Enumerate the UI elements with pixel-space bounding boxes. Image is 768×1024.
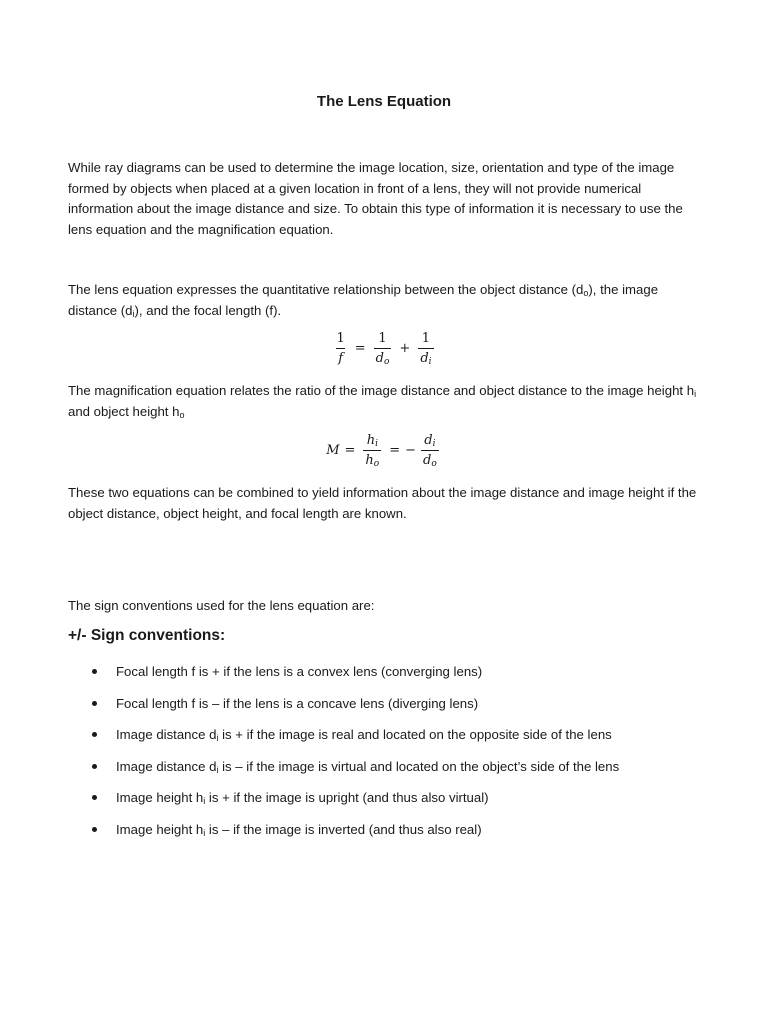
bullet-icon [92, 764, 97, 769]
list-item [92, 692, 619, 724]
magnification-intro-paragraph [68, 381, 708, 422]
bullet-icon [92, 669, 97, 674]
list-item [92, 660, 619, 692]
numerator [422, 432, 437, 450]
text-run: The magnification equation relates the ratio of the image distance and object distance to the image height h [68, 383, 695, 398]
variable: d [423, 453, 432, 468]
text-run: ), the image distance (d [68, 282, 659, 318]
sign-conventions-list [92, 660, 619, 850]
text-run: Image distance d [116, 758, 217, 774]
minus-sign: − [405, 443, 417, 458]
equals-sign: = [354, 341, 366, 356]
text-run: is + if the image is upright (and thus also virtual) [205, 790, 489, 806]
variable: d [424, 433, 433, 448]
intro-paragraph: While ray diagrams can be used to determine the image location, size, orientation and type of the image formed by objects when placed at a given location in front of a lens, they will not provide numerical information about the image distance and size. To obtain this type of information it is necessary to use the lens equation and the magnification equation. [68, 160, 683, 237]
subscript: o [373, 459, 380, 469]
lens-equation-intro-paragraph [68, 280, 708, 321]
subscript: i [375, 439, 378, 449]
subscript: i [132, 308, 135, 319]
lens-equation [0, 330, 768, 367]
bullet-icon [92, 701, 97, 706]
sign-conventions-heading: +/- Sign conventions: [68, 627, 226, 644]
variable: h [365, 453, 374, 468]
fraction-one-over-do [374, 330, 392, 367]
sign-intro-paragraph: The sign conventions used for the lens equation are: [68, 598, 375, 613]
subscript: i [428, 357, 432, 367]
subscript: i [203, 827, 206, 838]
numerator: 1 [336, 331, 345, 346]
text-run: Image height h [116, 821, 204, 837]
text-run: Focal length f is + if the lens is a convex lens (converging lens) [116, 664, 483, 679]
subscript: o [383, 357, 390, 367]
numerator: 1 [421, 331, 431, 346]
magnification-equation [0, 432, 768, 469]
variable-m: M [326, 443, 340, 458]
denominator [374, 348, 392, 367]
text-run: ), and the focal length (f). [134, 302, 282, 318]
fraction-one-over-f [334, 330, 346, 367]
subscript: i [694, 389, 697, 399]
fraction-one-over-di [418, 330, 433, 367]
list-item [92, 723, 619, 755]
list-item [92, 786, 619, 818]
bullet-icon [92, 732, 97, 737]
equals-sign: = [389, 443, 401, 458]
subscript: i [432, 439, 436, 449]
text-run: Image height h [116, 790, 204, 806]
text-run: is – if the image is virtual and located on the object’s side of the lens [218, 758, 620, 774]
subscript: i [216, 764, 219, 775]
text-run: Image distance d [116, 727, 217, 743]
variable: h [366, 433, 376, 448]
text-run: Focal length f is – if the lens is a concave lens (diverging lens) [116, 695, 479, 711]
variable: d [375, 351, 384, 366]
numerator: 1 [378, 331, 387, 346]
bullet-icon [92, 795, 97, 800]
subscript: o [431, 459, 437, 469]
plus-sign: + [399, 341, 411, 356]
fraction-di-over-do [421, 432, 439, 469]
denominator [418, 348, 433, 367]
text-run: is + if the image is real and located on the opposite side of the lens [218, 727, 612, 743]
bullet-icon [92, 827, 97, 832]
page-title: The Lens Equation [316, 93, 452, 110]
fraction-hi-over-ho [363, 432, 381, 469]
equals-sign: = [344, 443, 356, 458]
subscript: i [216, 733, 219, 744]
list-item [92, 818, 619, 850]
denominator: f [336, 348, 345, 367]
subscript: o [179, 409, 185, 420]
numerator [365, 432, 380, 450]
subscript: o [583, 288, 589, 298]
denominator [421, 450, 439, 469]
combine-paragraph: These two equations can be combined to yield information about the image distance and image height if the object distance, object height, and focal length are known. [68, 485, 697, 521]
denominator [363, 450, 381, 469]
text-run: is – if the image is inverted (and thus also real) [205, 821, 482, 837]
list-item [92, 755, 619, 787]
text-run: The lens equation expresses the quantitative relationship between the object distance (d [68, 282, 584, 297]
text-run: and object height h [68, 403, 180, 419]
variable: d [420, 351, 429, 366]
subscript: i [203, 796, 206, 807]
